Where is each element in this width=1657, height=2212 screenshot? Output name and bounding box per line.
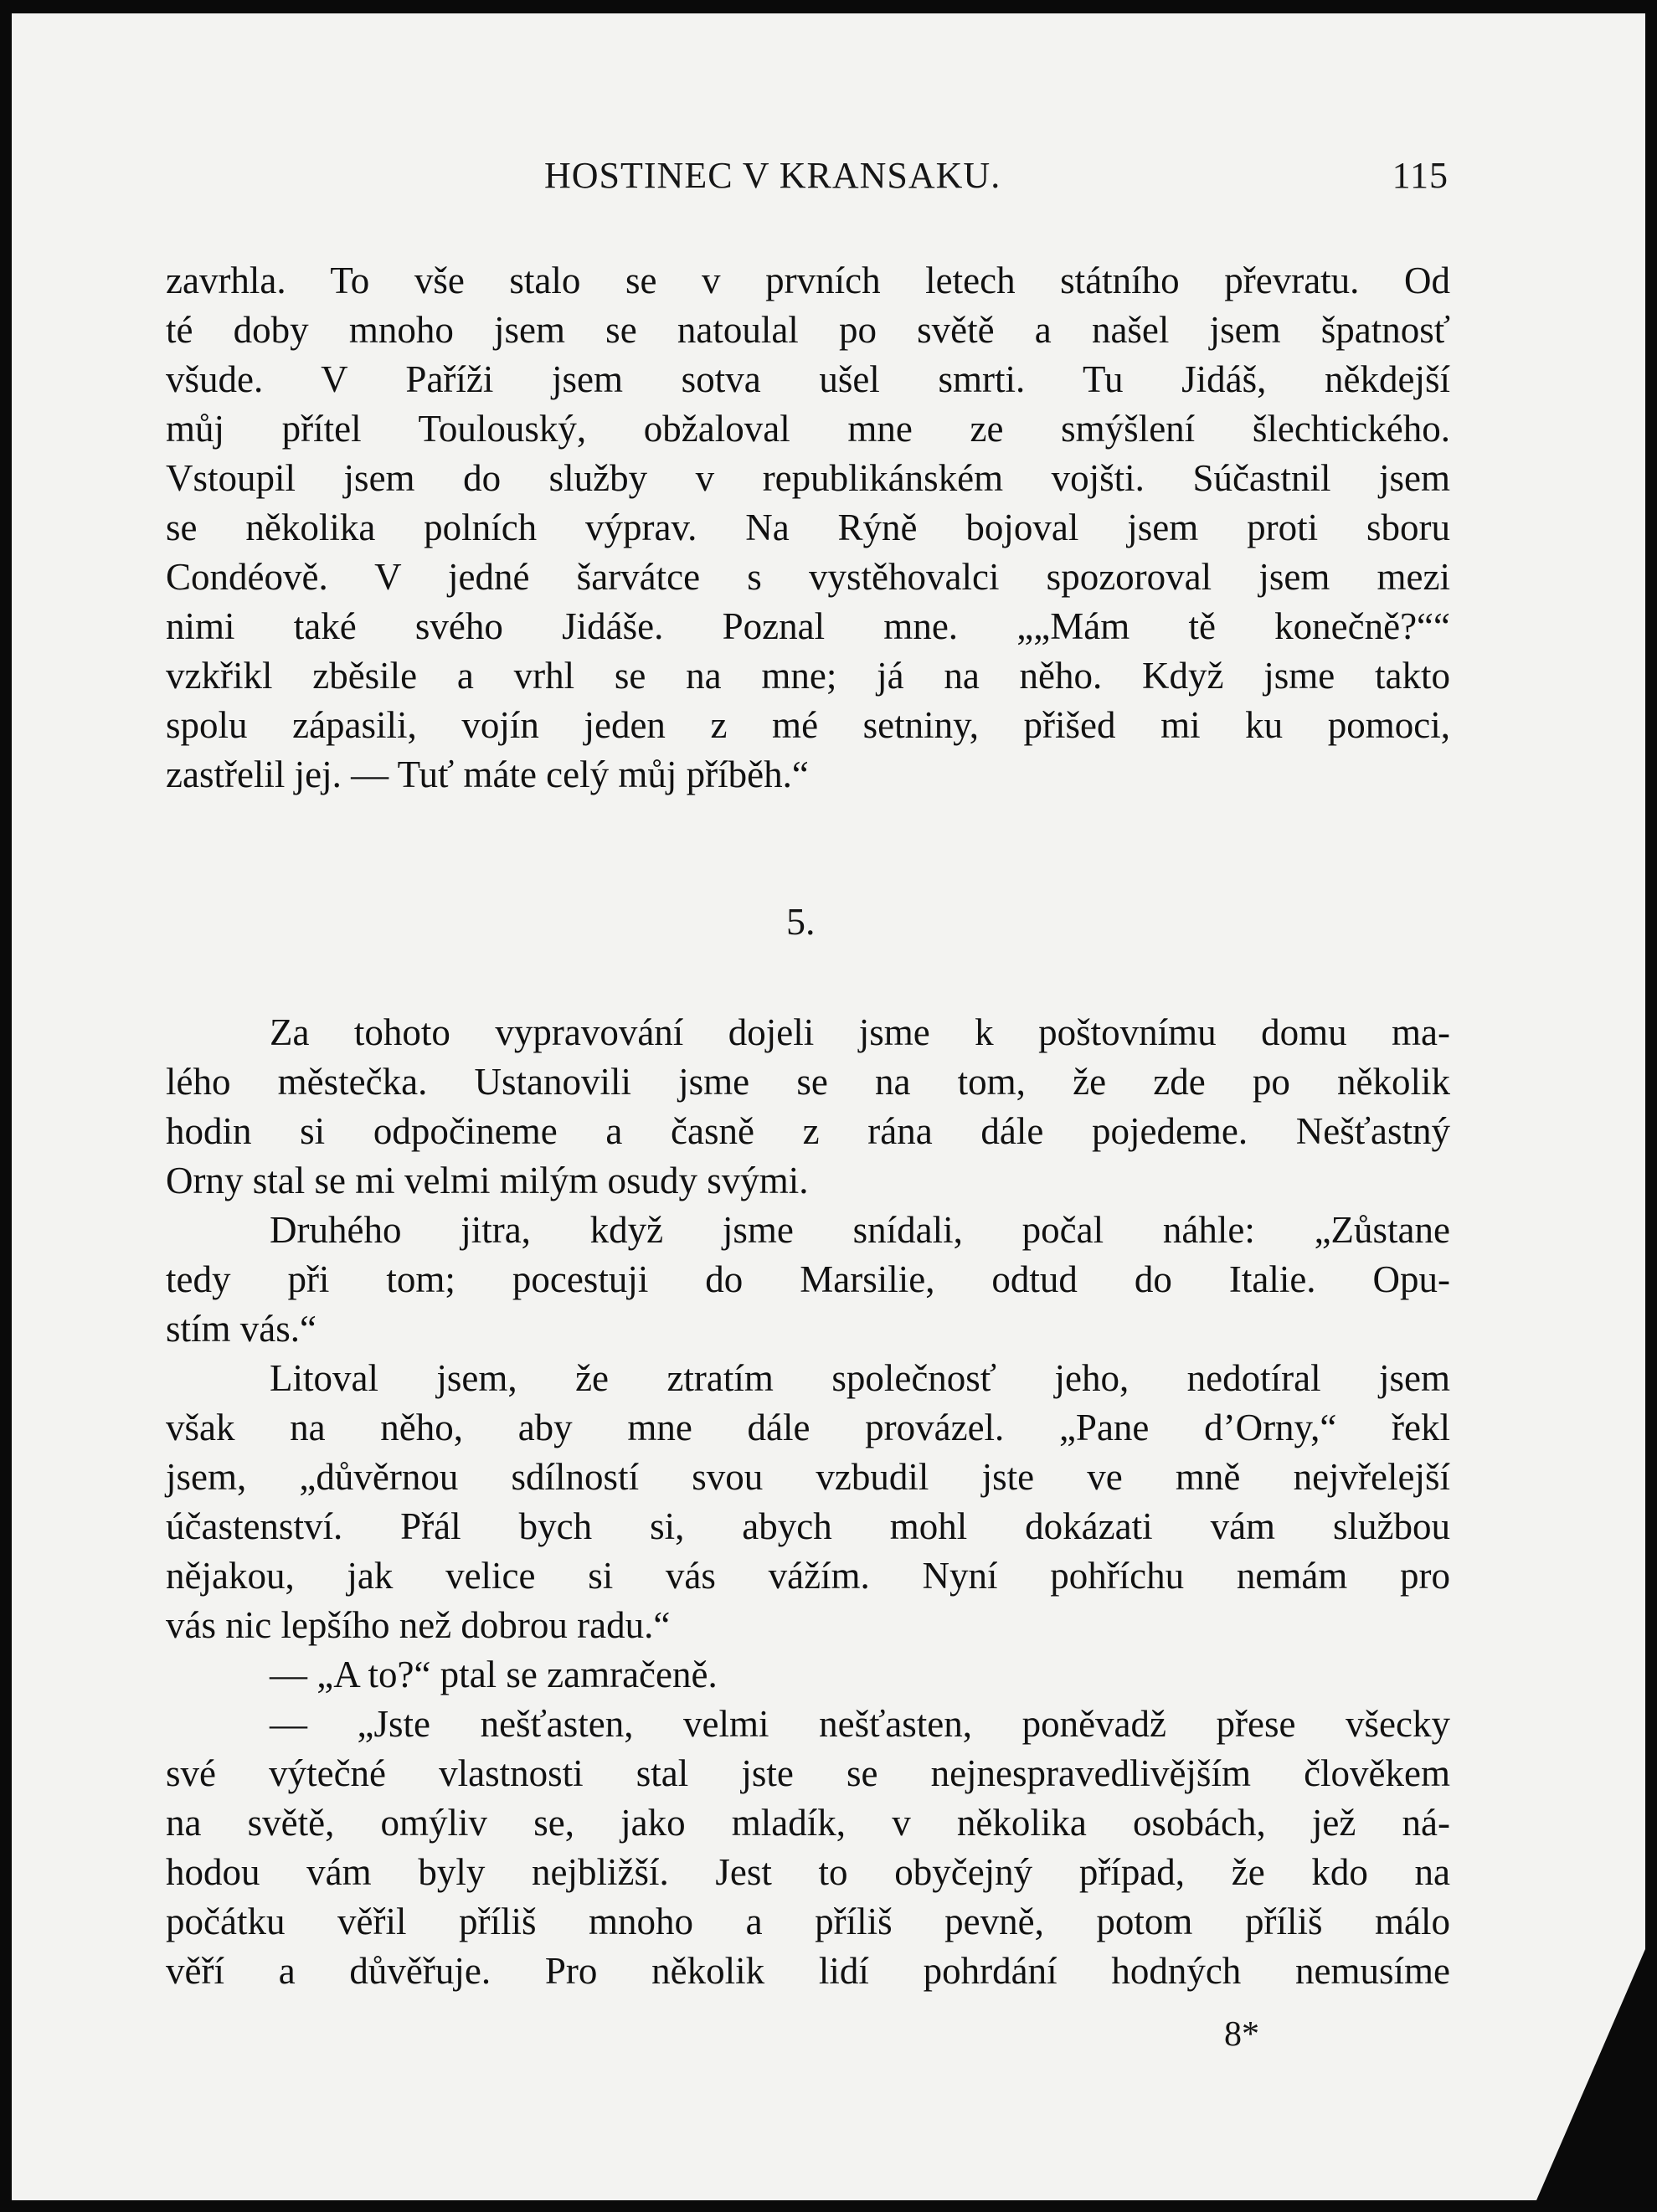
paragraph-continued xyxy=(166,256,1450,800)
text-line: účastenství. Přál bych si, abych mohl dokázati vám službou xyxy=(166,1505,1450,1547)
text-line: své výtečné vlastnosti stal jste se nejnespravedlivějším člověkem xyxy=(166,1752,1450,1794)
text-line: stím vás.“ xyxy=(166,1308,316,1350)
text-line: zastřelil jej. — Tuť máte celý můj příběh.“ xyxy=(166,754,809,795)
text-line: Vstoupil jsem do služby v republikánském vojšti. Súčastnil jsem xyxy=(166,457,1450,499)
text-line: tedy při tom; pocestuji do Marsilie, odtud do Italie. Opu- xyxy=(166,1258,1450,1300)
text-line: na světě, omýliv se, jako mladík, v několika osobách, jež ná- xyxy=(166,1802,1450,1844)
running-header xyxy=(544,154,1449,208)
text-line: — „A to?“ ptal se zamračeně. xyxy=(270,1654,718,1695)
text-line: zavrhla. To vše stalo se v prvních letech státního převratu. Od xyxy=(166,260,1450,301)
book-page xyxy=(12,13,1645,2200)
section-5-text xyxy=(166,1008,1450,1996)
text-line: spolu zápasili, vojín jeden z mé setniny, přišed mi ku pomoci, xyxy=(166,704,1450,746)
text-line: Za tohoto vypravování dojeli jsme k poštovnímu domu ma- xyxy=(270,1011,1450,1053)
section-number: 5. xyxy=(786,900,816,943)
text-line: — „Jste nešťasten, velmi nešťasten, poněvadž přese všecky xyxy=(270,1703,1450,1745)
text-line: však na něho, aby mne dále provázel. „Pane d’Orny,“ řekl xyxy=(166,1407,1450,1448)
text-line: Orny stal se mi velmi milým osudy svými. xyxy=(166,1160,809,1201)
text-line: Druhého jitra, když jsme snídali, počal náhle: „Zůstane xyxy=(270,1209,1450,1251)
text-line: lého městečka. Ustanovili jsme se na tom, že zde po několik xyxy=(166,1061,1450,1103)
text-line: hodin si odpočineme a časně z rána dále pojedeme. Nešťastný xyxy=(166,1110,1450,1152)
page-number: 115 xyxy=(1392,155,1449,196)
text-line: nějakou, jak velice si vás vážím. Nyní pohříchu nemám pro xyxy=(166,1555,1450,1597)
text-line: počátku věřil příliš mnoho a příliš pevně, potom příliš málo xyxy=(166,1901,1450,1942)
running-title: HOSTINEC V KRANSAKU. xyxy=(544,155,1001,196)
text-line: té doby mnoho jsem se natoulal po světě a našel jsem špatnosť xyxy=(166,309,1450,351)
text-line: věří a důvěřuje. Pro několik lidí pohrdání hodných nemusíme xyxy=(166,1950,1450,1992)
text-line: se několika polních výprav. Na Rýně bojoval jsem proti sboru xyxy=(166,507,1450,548)
text-line: všude. V Paříži jsem sotva ušel smrti. Tu Jidáš, někdejší xyxy=(166,358,1450,400)
signature-mark: 8* xyxy=(1224,2015,1259,2054)
page-corner-shadow xyxy=(1536,1949,1645,2200)
text-line: nimi také svého Jidáše. Poznal mne. „„Mám tě konečně?““ xyxy=(166,605,1450,647)
text-line: můj přítel Toulouský, obžaloval mne ze smýšlení šlechtického. xyxy=(166,408,1450,450)
text-line: vás nic lepšího než dobrou radu.“ xyxy=(166,1604,671,1646)
text-line: vzkřikl zběsile a vrhl se na mne; já na něho. Když jsme takto xyxy=(166,655,1450,697)
text-line: Litoval jsem, že ztratím společnosť jeho, nedotíral jsem xyxy=(270,1357,1450,1399)
text-line: jsem, „důvěrnou sdílností svou vzbudil jste ve mně nejvřelejší xyxy=(166,1456,1450,1498)
text-line: hodou vám byly nejbližší. Jest to obyčejný případ, že kdo na xyxy=(166,1851,1450,1893)
text-line: Condéově. V jedné šarvátce s vystěhovalci spozoroval jsem mezi xyxy=(166,556,1450,598)
